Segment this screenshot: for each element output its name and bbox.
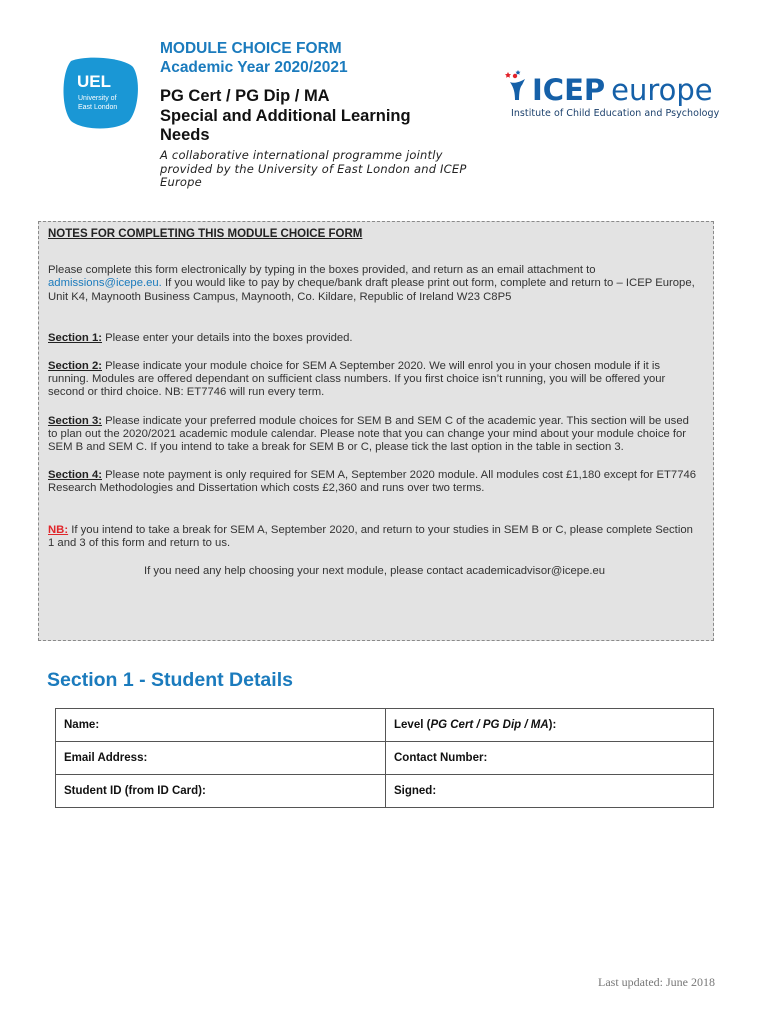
- level-field[interactable]: Level (PG Cert / PG Dip / MA):: [386, 709, 714, 742]
- notes-help: If you need any help choosing your next module, please contact academicadvisor@icepe.eu: [143, 565, 606, 578]
- icep-tagline: Institute of Child Education and Psychology: [511, 108, 720, 119]
- name-field[interactable]: Name:: [56, 709, 386, 742]
- icep-wordmark-strong: ICEP: [532, 73, 606, 107]
- student-id-field[interactable]: Student ID (from ID Card):: [56, 775, 386, 808]
- table-row: [56, 742, 714, 775]
- notes-intro: Please complete this form electronically by typing in the boxes provided, and return as an email attachment to admissions@icepe.eu. If you would like to pay by cheque/bank draft please print out form, complete and return to – ICEP Europe, Unit K4, Maynooth Business Campus, Maynooth, Co. Kildare, Republic of Ireland W23 C8P5: [48, 264, 695, 303]
- programme-title-line1: PG Cert / PG Dip / MA: [160, 87, 330, 105]
- notes-nb: NB: If you intend to take a break for SEM A, September 2020, and return to your studies in SEM B or C, please complete Section 1 and 3 of this form and return to us.: [48, 523, 693, 549]
- notes-title: NOTES FOR COMPLETING THIS MODULE CHOICE FORM: [48, 228, 363, 240]
- last-updated: Last updated: June 2018: [598, 975, 715, 989]
- programme-title-line2: Special and Additional Learning: [160, 106, 411, 125]
- contact-number-field[interactable]: Contact Number:: [386, 742, 714, 775]
- section-1-title: Section 1 - Student Details: [47, 669, 293, 691]
- programme-description: A collaborative international programme jointly provided by the University of East London and ICEP Europe: [160, 148, 467, 189]
- form-title: [160, 39, 348, 77]
- notes-section-1: Section 1: Please enter your details into the boxes provided.: [48, 331, 353, 344]
- icep-wordmark: [532, 74, 713, 106]
- form-title-line2: Academic Year 2020/2021: [160, 59, 348, 76]
- notes-section-3: Section 3: Please indicate your preferred module choices for SEM B and SEM C of the academic year. This section will be used to plan out the 2020/2021 academic module calendar. Please note that you can change your mind about your module choice for SEM B and SEM C. If you intend to take a break for SEM B or C, please tick the last option in the table in section 3.: [48, 414, 689, 454]
- table-row: [56, 709, 714, 742]
- email-field[interactable]: Email Address:: [56, 742, 386, 775]
- admissions-email-link[interactable]: admissions@icepe.eu.: [48, 277, 162, 290]
- notes-section-2: Section 2: Please indicate your module choice for SEM A September 2020. We will enrol you in your chosen module if it is running. Modules are offered dependant on sufficient class numbers. If you first choice isn’t running, you will be offered your second or third choice. NB: ET7746 will run every term.: [48, 360, 666, 399]
- table-row: [56, 775, 714, 808]
- uel-logo: [63, 57, 139, 129]
- svg-text:East London: East London: [78, 104, 118, 111]
- uel-logo-text: UEL: [77, 72, 111, 91]
- svg-text:University of: University of: [78, 95, 117, 102]
- programme-title: [160, 87, 411, 146]
- notes-section-4: Section 4: Please note payment is only required for SEM A, September 2020 module. All modules cost £1,180 except for ET7746 Research Methodologies and Dissertation which costs £2,360 and runs over two terms.: [48, 469, 697, 495]
- form-title-line1: MODULE CHOICE FORM: [160, 40, 342, 57]
- student-details-table: [55, 708, 714, 808]
- programme-title-line3: Needs: [160, 126, 210, 144]
- notes-box: [38, 221, 714, 641]
- icep-wordmark-light: europe: [611, 73, 713, 107]
- signed-field[interactable]: Signed:: [386, 775, 714, 808]
